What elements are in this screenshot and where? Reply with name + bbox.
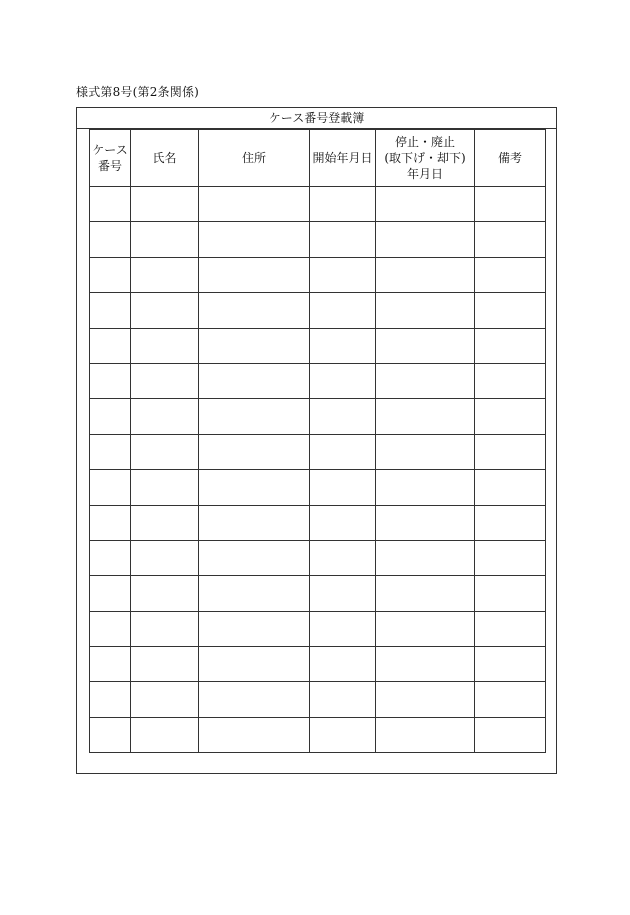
table-row <box>90 682 546 717</box>
cell-address[interactable] <box>199 682 310 717</box>
table-row <box>90 257 546 292</box>
register-body <box>90 187 546 753</box>
cell-start-date[interactable] <box>310 363 376 398</box>
cell-remarks[interactable] <box>475 717 546 752</box>
cell-start-date[interactable] <box>310 540 376 575</box>
cell-case-number[interactable] <box>90 257 131 292</box>
cell-name[interactable] <box>131 611 199 646</box>
cell-stop-date[interactable] <box>376 363 475 398</box>
cell-stop-date[interactable] <box>376 540 475 575</box>
table-row <box>90 540 546 575</box>
header-start-date: 開始年月日 <box>310 130 376 187</box>
cell-remarks[interactable] <box>475 328 546 363</box>
header-remarks: 備考 <box>475 130 546 187</box>
cell-name[interactable] <box>131 540 199 575</box>
table-row <box>90 647 546 682</box>
cell-case-number[interactable] <box>90 647 131 682</box>
table-row <box>90 328 546 363</box>
cell-start-date[interactable] <box>310 293 376 328</box>
cell-remarks[interactable] <box>475 222 546 257</box>
cell-address[interactable] <box>199 434 310 469</box>
cell-address[interactable] <box>199 293 310 328</box>
cell-start-date[interactable] <box>310 647 376 682</box>
header-stop-date: 停止・廃止 (取下げ・却下) 年月日 <box>376 130 475 187</box>
cell-stop-date[interactable] <box>376 505 475 540</box>
header-address: 住所 <box>199 130 310 187</box>
cell-remarks[interactable] <box>475 257 546 292</box>
cell-remarks[interactable] <box>475 540 546 575</box>
cell-stop-date[interactable] <box>376 682 475 717</box>
cell-name[interactable] <box>131 328 199 363</box>
cell-name[interactable] <box>131 399 199 434</box>
cell-address[interactable] <box>199 576 310 611</box>
cell-remarks[interactable] <box>475 187 546 222</box>
cell-address[interactable] <box>199 470 310 505</box>
cell-remarks[interactable] <box>475 576 546 611</box>
table-row <box>90 717 546 752</box>
cell-name[interactable] <box>131 682 199 717</box>
cell-start-date[interactable] <box>310 717 376 752</box>
cell-stop-date[interactable] <box>376 434 475 469</box>
cell-remarks[interactable] <box>475 293 546 328</box>
table-row <box>90 363 546 398</box>
form-number-label: 様式第8号(第2条関係) <box>76 85 200 99</box>
cell-start-date[interactable] <box>310 682 376 717</box>
cell-name[interactable] <box>131 647 199 682</box>
cell-name[interactable] <box>131 363 199 398</box>
cell-address[interactable] <box>199 540 310 575</box>
cell-remarks[interactable] <box>475 434 546 469</box>
cell-name[interactable] <box>131 187 199 222</box>
cell-stop-date[interactable] <box>376 328 475 363</box>
cell-address[interactable] <box>199 257 310 292</box>
cell-name[interactable] <box>131 717 199 752</box>
cell-start-date[interactable] <box>310 187 376 222</box>
cell-name[interactable] <box>131 222 199 257</box>
cell-name[interactable] <box>131 576 199 611</box>
cell-start-date[interactable] <box>310 222 376 257</box>
cell-address[interactable] <box>199 717 310 752</box>
cell-case-number[interactable] <box>90 682 131 717</box>
cell-remarks[interactable] <box>475 363 546 398</box>
table-row <box>90 505 546 540</box>
cell-address[interactable] <box>199 328 310 363</box>
cell-case-number[interactable] <box>90 505 131 540</box>
table-row <box>90 293 546 328</box>
cell-case-number[interactable] <box>90 611 131 646</box>
cell-case-number[interactable] <box>90 363 131 398</box>
cell-case-number[interactable] <box>90 576 131 611</box>
table-row <box>90 187 546 222</box>
cell-case-number[interactable] <box>90 399 131 434</box>
cell-stop-date[interactable] <box>376 717 475 752</box>
cell-address[interactable] <box>199 399 310 434</box>
cell-stop-date[interactable] <box>376 399 475 434</box>
cell-address[interactable] <box>199 611 310 646</box>
cell-address[interactable] <box>199 647 310 682</box>
cell-address[interactable] <box>199 363 310 398</box>
cell-stop-date[interactable] <box>376 293 475 328</box>
cell-case-number[interactable] <box>90 328 131 363</box>
table-row <box>90 611 546 646</box>
cell-start-date[interactable] <box>310 576 376 611</box>
cell-case-number[interactable] <box>90 293 131 328</box>
cell-remarks[interactable] <box>475 647 546 682</box>
cell-name[interactable] <box>131 257 199 292</box>
cell-remarks[interactable] <box>475 470 546 505</box>
cell-case-number[interactable] <box>90 434 131 469</box>
cell-address[interactable] <box>199 222 310 257</box>
cell-name[interactable] <box>131 470 199 505</box>
cell-start-date[interactable] <box>310 505 376 540</box>
cell-start-date[interactable] <box>310 399 376 434</box>
cell-stop-date[interactable] <box>376 647 475 682</box>
cell-address[interactable] <box>199 505 310 540</box>
cell-name[interactable] <box>131 434 199 469</box>
cell-name[interactable] <box>131 505 199 540</box>
cell-stop-date[interactable] <box>376 470 475 505</box>
table-row <box>90 434 546 469</box>
header-name: 氏名 <box>131 130 199 187</box>
cell-stop-date[interactable] <box>376 222 475 257</box>
register-frame <box>76 107 557 774</box>
cell-start-date[interactable] <box>310 611 376 646</box>
cell-remarks[interactable] <box>475 399 546 434</box>
register-title: ケース番号登載簿 <box>77 108 556 129</box>
cell-stop-date[interactable] <box>376 611 475 646</box>
cell-start-date[interactable] <box>310 328 376 363</box>
register-table <box>89 129 546 753</box>
cell-stop-date[interactable] <box>376 257 475 292</box>
cell-case-number[interactable] <box>90 470 131 505</box>
table-row <box>90 470 546 505</box>
cell-case-number[interactable] <box>90 717 131 752</box>
header-row <box>90 130 546 187</box>
cell-address[interactable] <box>199 187 310 222</box>
cell-case-number[interactable] <box>90 540 131 575</box>
cell-remarks[interactable] <box>475 611 546 646</box>
cell-stop-date[interactable] <box>376 576 475 611</box>
cell-name[interactable] <box>131 293 199 328</box>
header-case-number: ケース 番号 <box>90 130 131 187</box>
cell-case-number[interactable] <box>90 222 131 257</box>
cell-remarks[interactable] <box>475 505 546 540</box>
cell-case-number[interactable] <box>90 187 131 222</box>
table-row <box>90 222 546 257</box>
cell-remarks[interactable] <box>475 682 546 717</box>
cell-stop-date[interactable] <box>376 187 475 222</box>
cell-start-date[interactable] <box>310 434 376 469</box>
cell-start-date[interactable] <box>310 257 376 292</box>
table-row <box>90 399 546 434</box>
cell-start-date[interactable] <box>310 470 376 505</box>
table-row <box>90 576 546 611</box>
